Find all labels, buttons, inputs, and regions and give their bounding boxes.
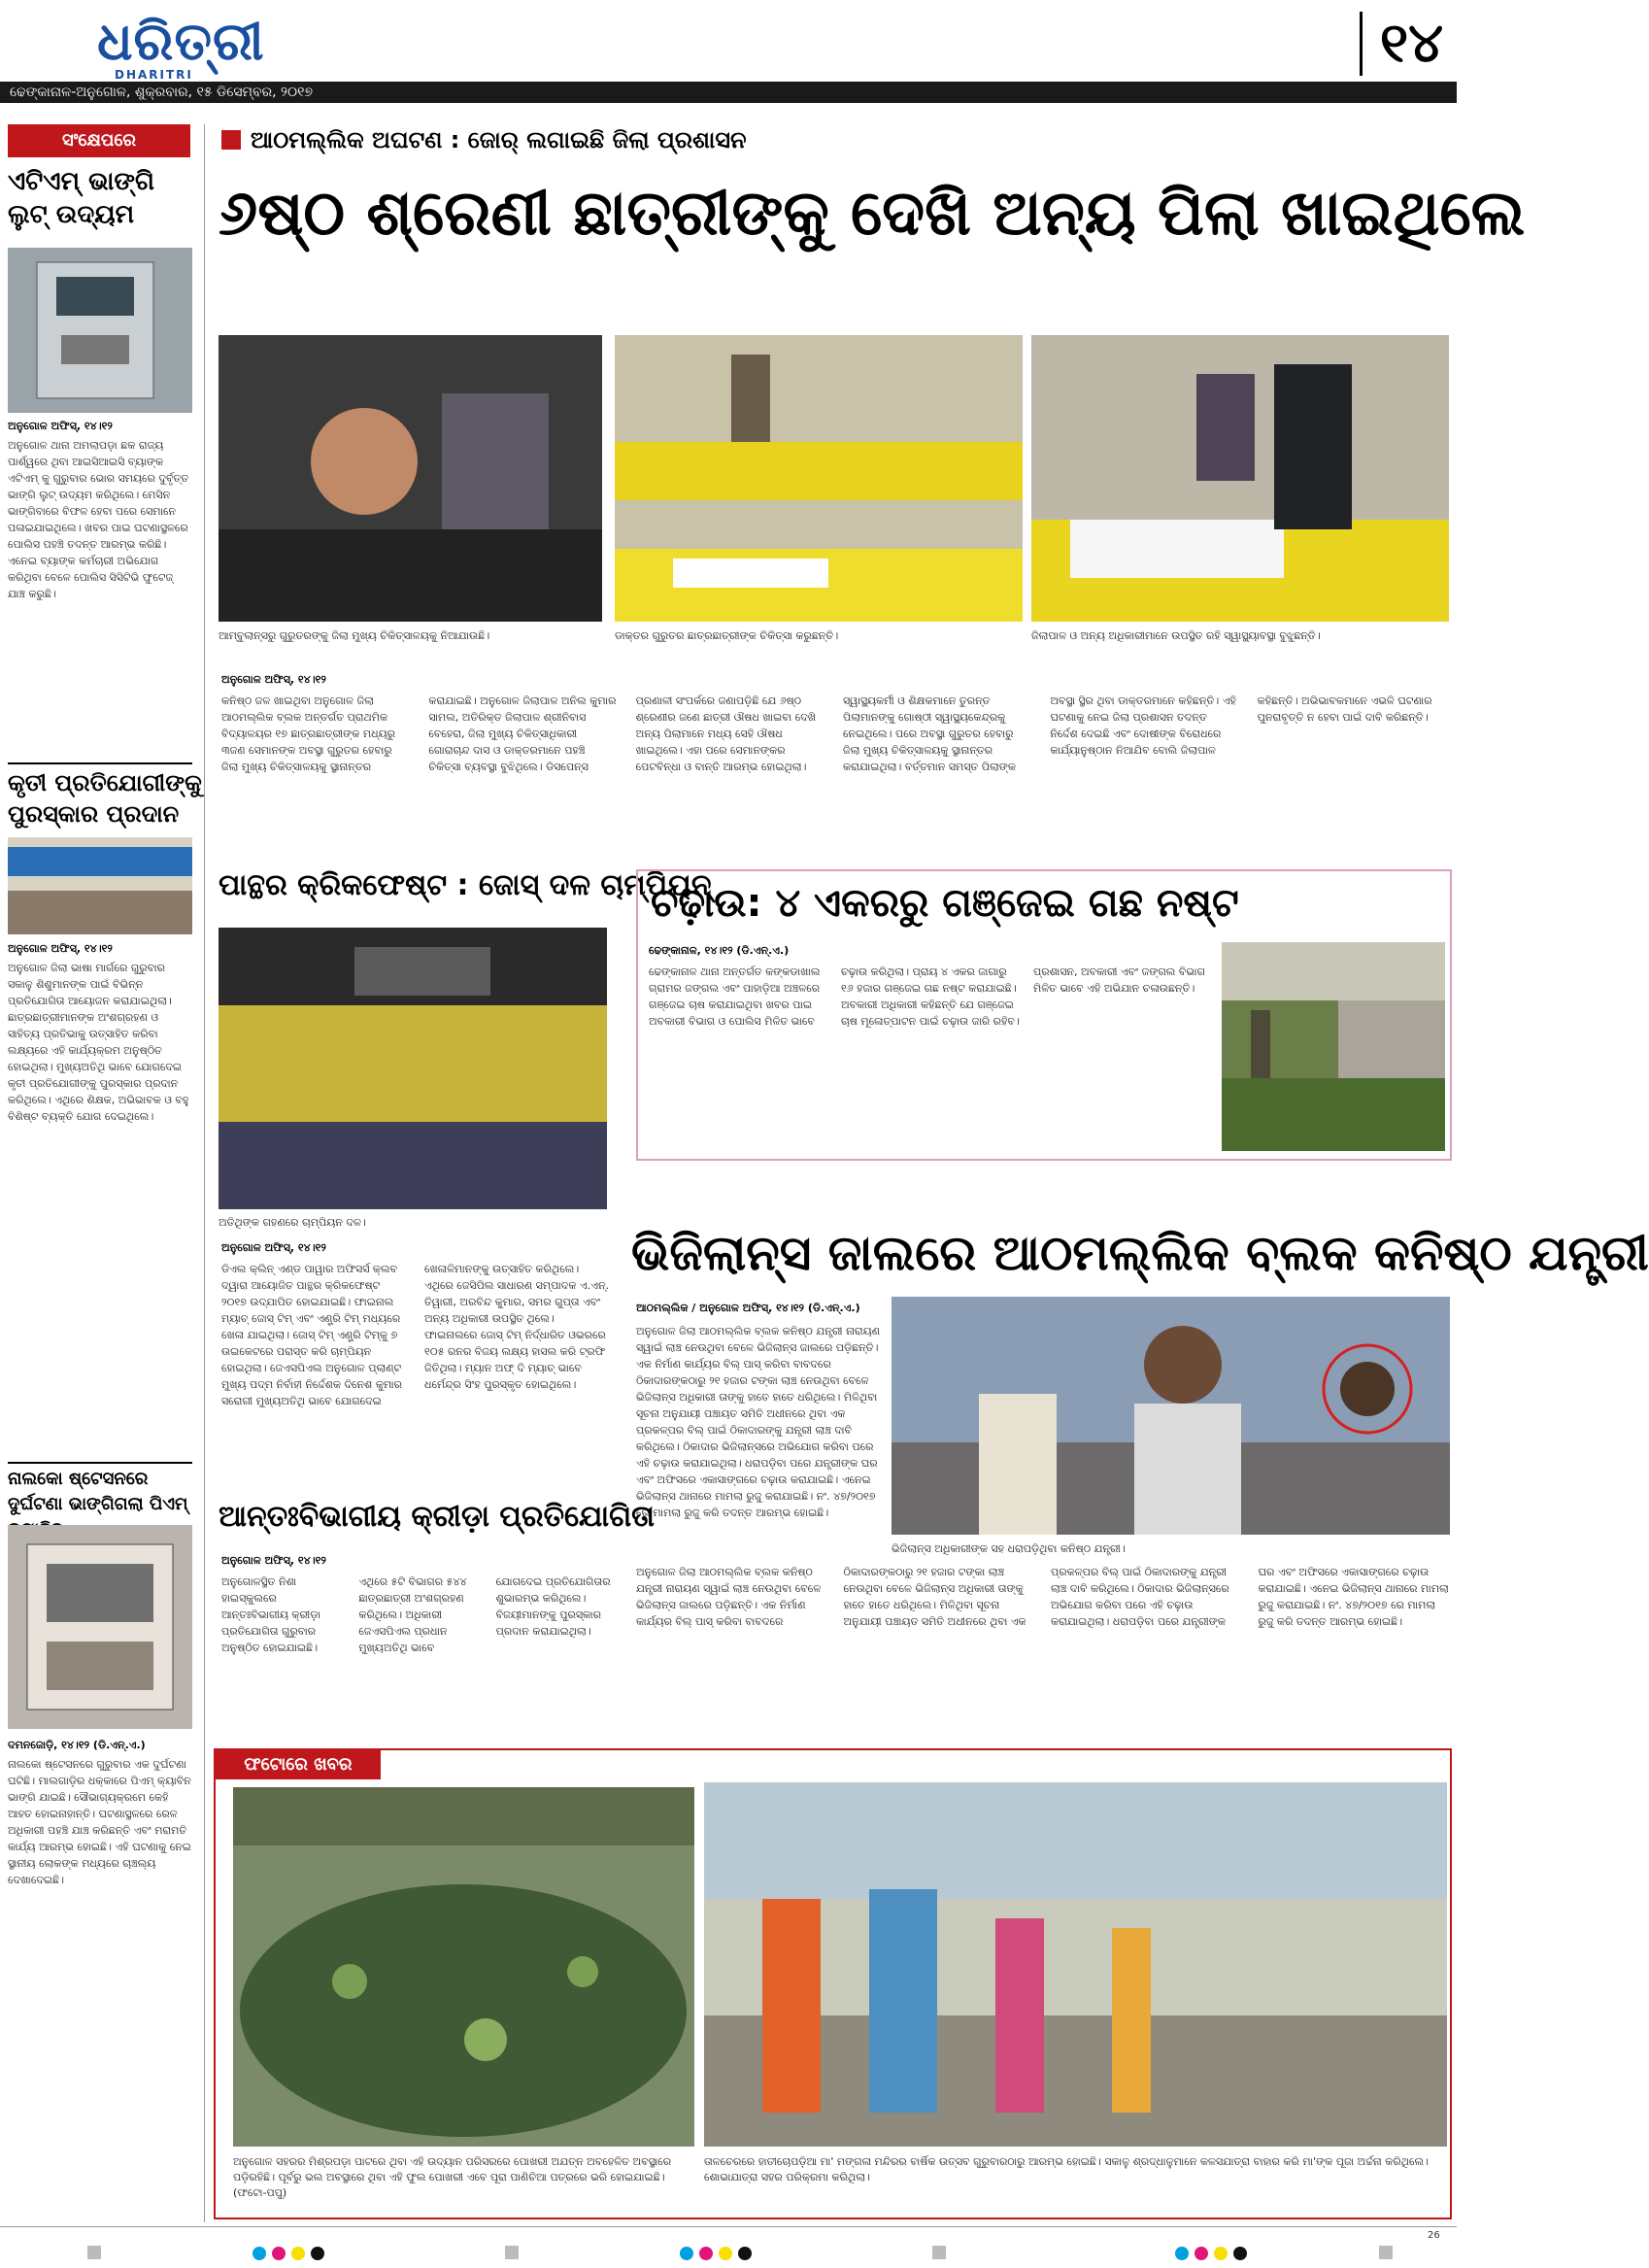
- registration-mark: [1379, 2246, 1393, 2259]
- vigilance-photo: [892, 1297, 1450, 1535]
- cricfest-dateline: ଅନୁଗୋଳ ଅଫିସ୍, ୧୪।୧୨: [221, 1241, 326, 1254]
- registration-mark: [932, 2246, 946, 2259]
- cmyk-swatches: [1175, 2246, 1253, 2264]
- lead-caption-3: ଜିଲାପାଳ ଓ ଅନ୍ୟ ଅଧିକାରୀମାନେ ଉପସ୍ଥିତ ରହି ସ୍ୱାସ୍ଥ୍ୟାବସ୍ଥା ବୁଝୁଛନ୍ତି।: [1031, 629, 1321, 642]
- sidebar-story3-headline: ନାଲକୋ ଷ୍ଟେସନରେ ଦୁର୍ଘଟଣା ଭାଙ୍ଗିଗଲା ପିଏମ୍: [8, 1469, 188, 1514]
- section-label-briefs: ସଂକ୍ଷେପରେ: [8, 124, 190, 157]
- lead-caption-2: ଡାକ୍ତର ଗୁରୁତର ଛାତ୍ରଛାତ୍ରୀଙ୍କ ଚିକିତ୍ସା କରୁଛନ୍ତି।: [615, 629, 839, 642]
- sidebar-story1-headline: ଏଟିଏମ୍ ଭାଙ୍ଗି ଲୁଟ୍ ଉଦ୍ୟମ: [8, 167, 154, 229]
- cmyk-swatches: [252, 2246, 330, 2264]
- vigilance-headline: ଭିଜିଲାନ୍ସ ଜାଲରେ ଆଠମଲ୍ଲିକ ବ୍ଲକ କନିଷ୍ଠ ଯନ୍ତ୍ରୀ: [631, 1225, 1649, 1281]
- divider: [8, 1462, 192, 1464]
- vigilance-caption: ଭିଜିଲାନ୍ସ ଅଧିକାରୀଙ୍କ ସହ ଧରାପଡ଼ିଥିବା କନିଷ୍ଠ ଯନ୍ତ୍ରୀ।: [892, 1542, 1126, 1555]
- sidebar-story2-dateline: ଅନୁଗୋଳ ଅଫିସ୍, ୧୪।୧୨: [8, 942, 113, 955]
- dateline-bar: ଢେଙ୍କାନାଳ-ଅନୁଗୋଳ, ଶୁକ୍ରବାର, ୧୫ ଡିସେମ୍ବର, ୨୦୧୭: [0, 82, 1457, 103]
- sports-dateline: ଅନୁଗୋଳ ଅଫିସ୍, ୧୪।୧୨: [221, 1554, 326, 1567]
- lead-photo-ward: [615, 335, 1023, 622]
- sidebar-story3-body: ନାଲକୋ ଷ୍ଟେସନରେ ଗୁରୁବାର ଏକ ଦୁର୍ଘଟଣା ଘଟିଛି। ମାଲଗାଡ଼ିର ଧକ୍କାରେ ପିଏମ୍ କ୍ୟାବିନ ଭାଙ୍ଗି ଯାଇଛି। ସୌଭାଗ୍ୟକ୍ରମେ କେହି ଆହତ ହୋଇନାହାନ୍ତି। ଘଟଣାସ୍ଥଳରେ ରେଳ ଅଧିକାରୀ ପହଞ୍ଚି ଯାଞ୍ଚ କରିଛନ୍ତି ଏବଂ ମରାମତି କାର୍ଯ୍ୟ ଆରମ୍ଭ ହୋଇଛି। ଏହି ଘଟଣାକୁ ନେଇ ସ୍ଥାନୀୟ ଲୋକଙ୍କ ମଧ୍ୟରେ ଚାଞ୍ଚଲ୍ୟ ଦେଖାଦେଇଛି।: [8, 1758, 191, 1886]
- lead-body: କନିଷ୍ଠ ଜଳ ଖାଇଥିବା ଅନୁଗୋଳ ଜିଲା ଆଠମଲ୍ଲିକ ବ୍ଲକ ଅନ୍ତର୍ଗତ ପ୍ରାଥମିକ ବିଦ୍ୟାଳୟର ୧୭ ଛାତ୍ରଛାତ୍ରୀଙ୍କ ମଧ୍ୟରୁ ୩ଜଣ ସେମାନଙ୍କ ଅବସ୍ଥା ଗୁରୁତର ହେବାରୁ ଜିଲା ମୁଖ୍ୟ ଚିକିତ୍ସାଳୟକୁ ସ୍ଥାନାନ୍ତର କରାଯାଇଛି। ଅନୁଗୋଳ ଜିଲାପାଳ ଅନିଲ କୁମାର ସାମଲ, ଅତିରିକ୍ତ ଜିଲାପାଳ ଶ୍ରୀନିବାସ ବେହେରା, ଜିଲା ମୁଖ୍ୟ ଚିକିତ୍ସାଧିକାରୀ ଗୋରାଚାନ୍ଦ ଦାସ ଓ ଡାକ୍ତରମାନେ ପହଞ୍ଚି ଚିକିତ୍ସା ବ୍ୟବସ୍ଥା ବୁଝିଥିଲେ। ଡିସପେନ୍ସ ପ୍ରଣାଳୀ ସଂପର୍କରେ ଜଣାପଡ଼ିଛି ଯେ ୬ଷ୍ଠ ଶ୍ରେଣୀର ଜଣେ ଛାତ୍ରୀ ଔଷଧ ଖାଇବା ଦେଖି ଅନ୍ୟ ପିଲାମାନେ ମଧ୍ୟ ସେହି ଔଷଧ ଖାଇଥିଲେ। ଏହା ପରେ ସେମାନଙ୍କର ପେଟବିନ୍ଧା ଓ ବାନ୍ତି ଆରମ୍ଭ ହୋଇଥିଲା। ସ୍ୱାସ୍ଥ୍ୟକର୍ମୀ ଓ ଶିକ୍ଷକମାନେ ତୁରନ୍ତ ପିଲାମାନଙ୍କୁ ଗୋଷ୍ଠୀ ସ୍ୱାସ୍ଥ୍ୟକେନ୍ଦ୍ରକୁ ନେଇଥିଲେ। ପରେ ଅବସ୍ଥା ଗୁରୁତର ହେବାରୁ ଜିଲା ମୁଖ୍ୟ ଚିକିତ୍ସାଳୟକୁ ସ୍ଥାନାନ୍ତର କରାଯାଇଥିଲା। ବର୍ତ୍ତମାନ ସମସ୍ତ ପିଲାଙ୍କ ଅବସ୍ଥା ସ୍ଥିର ଥିବା ଡାକ୍ତରମାନେ କହିଛନ୍ତି। ଏହି ଘଟଣାକୁ ନେଇ ଜିଲା ପ୍ରଶାସନ ତଦନ୍ତ ନିର୍ଦ୍ଦେଶ ଦେଇଛି ଏବଂ ଦୋଷୀଙ୍କ ବିରୋଧରେ କାର୍ଯ୍ୟାନୁଷ୍ଠାନ ନିଆଯିବ ବୋଲି ଜିଲାପାଳ କହିଛନ୍ତି। ଅଭିଭାବକମାନେ ଏଭଳି ଘଟଣାର ପୁନରାବୃତ୍ତି ନ ହେବା ପାଇଁ ଦାବି କରିଛନ୍ତି।: [221, 694, 1432, 773]
- registration-mark: [87, 2246, 101, 2259]
- cricfest-caption: ଅତିଥିଙ୍କ ଗହଣରେ ଚାମ୍ପିୟନ ଦଳ।: [219, 1216, 366, 1229]
- atm-photo: [8, 248, 192, 413]
- pond-photo: [233, 1787, 694, 2147]
- photo-news-caption-2: ତାଳଚେରରେ ହାତୀଚୋପଡ଼ିଆ ମା' ମଙ୍ଗଳା ମନ୍ଦିରର ବାର୍ଷିକ ଉତ୍ସବ ଗୁରୁବାରଠାରୁ ଆରମ୍ଭ ହୋଇଛି। ସକାଳୁ ଶ୍ରଦ୍ଧାଳୁମାନେ କଳସଯାତ୍ରା ବାହାର କରି ମା'ଙ୍କ ପୂଜା ଅର୍ଚ୍ଚନା କରିଥିଲେ। ଶୋଭାଯାତ୍ରା ସହର ପରିକ୍ରମା କରିଥିଲା।: [704, 2155, 1429, 2183]
- cannabis-body: ଢେଙ୍କାନାଳ ଥାନା ଅନ୍ତର୍ଗତ କଙ୍କଡାଖାଲ ଗ୍ରାମର ଜଙ୍ଗଲ ଏବଂ ପାହାଡ଼ିଆ ଅଞ୍ଚଳରେ ଗଞ୍ଜେଇ ଚାଷ କରାଯାଇଥିବା ଖବର ପାଇ ଅବକାରୀ ବିଭାଗ ଓ ପୋଲିସ ମିଳିତ ଭାବେ ଚଢ଼ାଉ କରିଥିଲା। ପ୍ରାୟ ୪ ଏକର ଜାଗାରୁ ୧୬ ହଜାର ଗଞ୍ଜେଇ ଗଛ ନଷ୍ଟ କରାଯାଇଛି। ଅବକାରୀ ଅଧିକାରୀ କହିଛନ୍ତି ଯେ ଗଞ୍ଜେଇ ଚାଷ ମୂଳୋତ୍ପାଟନ ପାଇଁ ଚଢ଼ାଉ ଜାରି ରହିବ। ପ୍ରଶାସନ, ଅବକାରୀ ଏବଂ ଜଙ୍ଗଲ ବିଭାଗ ମିଳିତ ଭାବେ ଏହି ଅଭିଯାନ ଚଳାଉଛନ୍ତି।: [649, 965, 1205, 1028]
- footer-rule: [0, 2226, 1457, 2227]
- kicker-square: [221, 130, 241, 150]
- cmyk-swatches: [680, 2246, 757, 2264]
- cannabis-dateline: ଢେଙ୍କାନାଳ, ୧୪।୧୨ (ଡି.ଏନ୍.ଏ.): [649, 944, 790, 957]
- masthead-logo-sub: DHARITRI: [115, 68, 193, 82]
- procession-photo: [704, 1782, 1447, 2147]
- award-photo: [8, 837, 192, 934]
- sidebar-story1-dateline: ଅନୁଗୋଳ ଅଫିସ୍, ୧୪।୧୨: [8, 420, 113, 432]
- lead-caption-1: ଆମ୍ବୁଲାନ୍ସରୁ ଗୁରୁତରଙ୍କୁ ଜିଲା ମୁଖ୍ୟ ଚିକିତ୍ସାଳୟକୁ ନିଆଯାଉଛି।: [219, 629, 490, 642]
- column-rule: [204, 124, 205, 2222]
- registration-mark: [505, 2246, 519, 2259]
- divider: [8, 762, 192, 764]
- page-number: ୧୪: [1360, 12, 1443, 76]
- sidebar-story1-body: ଅନୁଗୋଳ ଥାନା ଅମଲାପଡ଼ା ଛକ ରାଜ୍ୟ ପାର୍ଶ୍ୱରେ ଥିବା ଆଇସିଆଇସି ବ୍ୟାଙ୍କ ଏଟିଏମ୍ କୁ ଗୁରୁବାର ଭୋର ସମୟରେ ଦୁର୍ବୃତ୍ତ ଭାଙ୍ଗି ଲୁଟ୍ ଉଦ୍ୟମ କରିଥିଲେ। ମେସିନ ଭାଙ୍ଗିବାରେ ବିଫଳ ହେବା ପରେ ସେମାନେ ପଳାଇଯାଇଥିଲେ। ଖବର ପାଇ ଘଟଣାସ୍ଥଳରେ ପୋଲିସ ପହଞ୍ଚି ତଦନ୍ତ ଆରମ୍ଭ କରିଛି। ଏନେଇ ବ୍ୟାଙ୍କ କର୍ମଚାରୀ ଅଭିଯୋଗ କରିଥିବା ବେଳେ ପୋଲିସ ସିସିଟିଭି ଫୁଟେଜ୍ ଯାଞ୍ଚ କରୁଛି।: [8, 439, 189, 600]
- sidebar-story2-headline: କୃତୀ ପ୍ରତିଯୋଗୀଙ୍କୁ ପୁରସ୍କାର ପ୍ରଦାନ: [8, 769, 202, 828]
- masthead-logo: ଧରିତ୍ରୀ: [97, 10, 265, 72]
- cannabis-photo: [1222, 942, 1445, 1151]
- lead-headline: ୬ଷ୍ଠ ଶ୍ରେଣୀ ଛାତ୍ରୀଙ୍କୁ ଦେଖି ଅନ୍ୟ ପିଲା ଖାଇଥିଲେ: [219, 178, 1526, 250]
- vigilance-body-cont: ଅନୁଗୋଳ ଜିଲା ଆଠମଲ୍ଲିକ ବ୍ଲକ କନିଷ୍ଠ ଯନ୍ତ୍ରୀ ନାରାୟଣ ସ୍ୱାଇଁ ଲାଞ୍ଚ ନେଉଥିବା ବେଳେ ଭିଜିଲାନ୍ସ ଜାଲରେ ପଡ଼ିଛନ୍ତି। ଏକ ନିର୍ମାଣ କାର୍ଯ୍ୟର ବିଲ୍ ପାସ୍ କରିବା ବାବଦରେ ଠିକାଦାରଙ୍କଠାରୁ ୨୧ ହଜାର ଟଙ୍କା ଲାଞ୍ଚ ନେଉଥିବା ବେଳେ ଭିଜିଲାନ୍ସ ଅଧିକାରୀ ତାଙ୍କୁ ହାତେ ହାତେ ଧରିଥିଲେ। ମିଳିଥିବା ସୂଚନା ଅନୁଯାୟୀ ପଞ୍ଚାୟତ ସମିତି ଅଧୀନରେ ଥିବା ଏକ ପ୍ରକଳ୍ପର ବିଲ୍ ପାଇଁ ଠିକାଦାରଙ୍କୁ ଯନ୍ତ୍ରୀ ଲାଞ୍ଚ ଦାବି କରିଥିଲେ। ଠିକାଦାର ଭିଜିଲାନ୍ସରେ ଅଭିଯୋଗ କରିବା ପରେ ଏହି ଚଢ଼ାଉ କରାଯାଇଥିଲା। ଧରାପଡ଼ିବା ପରେ ଯନ୍ତ୍ରୀଙ୍କ ଘର ଏବଂ ଅଫିସରେ ଏକାସାଙ୍ଗରେ ଚଢ଼ାଉ କରାଯାଇଛି। ଏନେଇ ଭିଜିଲାନ୍ସ ଥାନାରେ ମାମଲା ରୁଜୁ କରାଯାଇଛି। ନଂ. ୪୭/୨୦୧୭ ରେ ମାମଲା ରୁଜୁ କରି ତଦନ୍ତ ଆରମ୍ଭ ହୋଇଛି।: [636, 1566, 1449, 1628]
- sidebar-story2-body: ଅନୁଗୋଳ ଜିଲା ଭାଷା ମାର୍ଗରେ ଗୁରୁବାର ସକାଳୁ ଶିଶୁମାନଙ୍କ ପାଇଁ ବିଭିନ୍ନ ପ୍ରତିଯୋଗିତା ଆୟୋଜନ କରାଯାଇଥିଲା। ଛାତ୍ରଛାତ୍ରୀମାନଙ୍କ ଅଂଶଗ୍ରହଣ ଓ ସାହିତ୍ୟ ପ୍ରତିଭାକୁ ଉତ୍ସାହିତ କରିବା ଲକ୍ଷ୍ୟରେ ଏହି କାର୍ଯ୍ୟକ୍ରମ ଅନୁଷ୍ଠିତ ହୋଇଥିଲା। ମୁଖ୍ୟଅତିଥି ଭାବେ ଯୋଗଦେଇ କୃତୀ ପ୍ରତିଯୋଗୀଙ୍କୁ ପୁରସ୍କାର ପ୍ରଦାନ କରିଥିଲେ। ଏଥିରେ ଶିକ୍ଷକ, ଅଭିଭାବକ ଓ ବହୁ ବିଶିଷ୍ଟ ବ୍ୟକ୍ତି ଯୋଗ ଦେଇଥିଲେ।: [8, 962, 189, 1123]
- lead-photo-officials: [1031, 335, 1449, 622]
- page-reference: 26: [1428, 2230, 1440, 2241]
- vigilance-body: ଅନୁଗୋଳ ଜିଲା ଆଠମଲ୍ଲିକ ବ୍ଲକ କନିଷ୍ଠ ଯନ୍ତ୍ରୀ ନାରାୟଣ ସ୍ୱାଇଁ ଲାଞ୍ଚ ନେଉଥିବା ବେଳେ ଭିଜିଲାନ୍ସ ଜାଲରେ ପଡ଼ିଛନ୍ତି। ଏକ ନିର୍ମାଣ କାର୍ଯ୍ୟର ବିଲ୍ ପାସ୍ କରିବା ବାବଦରେ ଠିକାଦାରଙ୍କଠାରୁ ୨୧ ହଜାର ଟଙ୍କା ଲାଞ୍ଚ ନେଉଥିବା ବେଳେ ଭିଜିଲାନ୍ସ ଅଧିକାରୀ ତାଙ୍କୁ ହାତେ ହାତେ ଧରିଥିଲେ। ମିଳିଥିବା ସୂଚନା ଅନୁଯାୟୀ ପଞ୍ଚାୟତ ସମିତି ଅଧୀନରେ ଥିବା ଏକ ପ୍ରକଳ୍ପର ବିଲ୍ ପାଇଁ ଠିକାଦାରଙ୍କୁ ଯନ୍ତ୍ରୀ ଲାଞ୍ଚ ଦାବି କରିଥିଲେ। ଠିକାଦାର ଭିଜିଲାନ୍ସରେ ଅଭିଯୋଗ କରିବା ପରେ ଏହି ଚଢ଼ାଉ କରାଯାଇଥିଲା। ଧରାପଡ଼ିବା ପରେ ଯନ୍ତ୍ରୀଙ୍କ ଘର ଏବଂ ଅଫିସରେ ଏକାସାଙ୍ଗରେ ଚଢ଼ାଉ କରାଯାଇଛି। ଏନେଇ ଭିଜିଲାନ୍ସ ଥାନାରେ ମାମଲା ରୁଜୁ କରାଯାଇଛି। ନଂ. ୪୭/୨୦୧୭ ରେ ମାମଲା ରୁଜୁ କରି ତଦନ୍ତ ଆରମ୍ଭ ହୋଇଛି।: [636, 1325, 881, 1519]
- lead-photo-ambulance: [219, 335, 602, 622]
- cricfest-photo: [219, 928, 607, 1209]
- photo-news-caption-1: ଅନୁଗୋଳ ସହରର ମିଶ୍ରପଡ଼ା ପାଟରେ ଥିବା ଏହି ଉଦ୍ୟାନ ପରିସରରେ ପୋଖରୀ ଅଯତ୍ନ ଅବହେଳିତ ଅବସ୍ଥାରେ ପଡ଼ିରହିଛି। ପୂର୍ବରୁ ଭଲ ଅବସ୍ଥାରେ ଥିବା ଏହି ଫୁଲ ପୋଖରୀ ଏବେ ପୂରା ପାଣିଚିଆ ପତ୍ରରେ ଭରି ହୋଇଯାଇଛି। (ଫଟୋ-ପପୁ): [233, 2155, 672, 2199]
- cannabis-headline: ଚଢ଼ାଉ: ୪ ଏକରରୁ ଗଞ୍ଜେଇ ଗଛ ନଷ୍ଟ: [651, 881, 1239, 926]
- cricfest-headline: ପାନ୍ଥର କ୍ରିକଫେଷ୍ଟ : ଜୋସ୍ ଦଳ ଚାମ୍ପିୟନ୍: [219, 868, 712, 902]
- sports-body: ଅନୁଗୋଳସ୍ଥିତ ନିଶା ହାଇସ୍କୁଲରେ ଆନ୍ତଃବିଭାଗୀୟ କ୍ରୀଡ଼ା ପ୍ରତିଯୋଗିତା ଗୁରୁବାର ଅନୁଷ୍ଠିତ ହୋଇଯାଇଛି। ଏଥିରେ ୫ଟି ବିଭାଗର ୫୪୪ ଛାତ୍ରଛାତ୍ରୀ ଅଂଶଗ୍ରହଣ କରିଥିଲେ। ଅଧିକାରୀ ଜେଏସପିଏଲ ପ୍ରଧାନ ମୁଖ୍ୟଅତିଥି ଭାବେ ଯୋଗଦେଇ ପ୍ରତିଯୋଗିତାର ଶୁଭାରମ୍ଭ କରିଥିଲେ। ବିଜୟୀମାନଙ୍କୁ ପୁରସ୍କାର ପ୍ରଦାନ କରାଯାଇଥିଲା।: [221, 1575, 611, 1654]
- photo-news-label: ଫଟୋରେ ଖବର: [216, 1750, 381, 1779]
- lead-dateline: ଅନୁଗୋଳ ଅଫିସ୍, ୧୪।୧୨: [221, 673, 326, 686]
- lead-kicker: ଆଠମଲ୍ଲିକ ଅଘଟଣ : ଜୋର୍ ଲଗାଇଛି ଜିଲା ପ୍ରଶାସନ: [251, 126, 747, 153]
- vigilance-dateline: ଆଠମଲ୍ଲିକ / ଅନୁଗୋଳ ଅଫିସ୍, ୧୪।୧୨ (ଡି.ଏନ୍.ଏ.): [636, 1302, 860, 1314]
- sports-headline: ଆନ୍ତଃବିଭାଗୀୟ କ୍ରୀଡ଼ା ପ୍ରତିଯୋଗିତା: [219, 1500, 655, 1534]
- cricfest-body: ଡିଏଲ କ୍ଲିନ୍ ଏଣ୍ଡ ପାୱାର ଅଫିସର୍ସ କ୍ଲବ ଦ୍ୱାରା ଆୟୋଜିତ ପାନ୍ଥର କ୍ରିକଫେଷ୍ଟ ୨୦୧୭ ଉଦ୍‌ଯାପିତ ହୋଇଯାଇଛି। ଫାଇନାଲ ମ୍ୟାଚ୍ ଜୋସ୍ ଟିମ୍ ଏବଂ ଏଣ୍ଟ୍ରି ଟିମ୍ ମଧ୍ୟରେ ଖେଳା ଯାଇଥିଲା। ଜୋସ୍ ଟିମ୍ ଏଣ୍ଟ୍ରି ଟିମ୍କୁ ୭ ଉଇକେଟରେ ପରାସ୍ତ କରି ଚାମ୍ପିୟନ ହୋଇଥିଲା। ଜେଏସପିଏଲ ଅନୁଗୋଳ ପ୍ଲାଣ୍ଟ ମୁଖ୍ୟ ପଦ୍ମ ନିର୍ବାହୀ ନିର୍ଦ୍ଦେଶକ ଦିନେଶ କୁମାର ସରୋଗୀ ମୁଖ୍ୟଅତିଥି ଭାବେ ଯୋଗଦେଇ ଖେଳାଳିମାନଙ୍କୁ ଉତ୍ସାହିତ କରିଥିଲେ। ଏଥିରେ ଜେସିପିଲ ସାଧାରଣ ସମ୍ପାଦକ ଏ.ଏନ୍. ତିୱାରୀ, ଅରବିନ୍ଦ କୁମାର, ସମର ଗୁପ୍ତା ଏବଂ ଅନ୍ୟ ଅଧିକାରୀ ଉପସ୍ଥିତ ଥିଲେ। ଫାଇନାଲରେ ଜୋସ୍ ଟିମ୍ ନିର୍ଦ୍ଧାରିତ ଓଭରରେ ୧୦୫ ରନର ବିଜୟ ଲକ୍ଷ୍ୟ ହାସଲ କରି ଟ୍ରଫି ଜିତିଥିଲା। ମ୍ୟାନ ଅଫ୍ ଦି ମ୍ୟାଚ୍ ଭାବେ ଧର୍ମେନ୍ଦ୍ର ସିଂହ ପୁରସ୍କୃତ ହୋଇଥିଲେ।: [221, 1263, 610, 1407]
- cabin-photo: [8, 1525, 192, 1729]
- sidebar-story3-dateline: ଦମନଜୋଡ଼ି, ୧୪।୧୨ (ଡି.ଏନ୍.ଏ.): [8, 1739, 146, 1751]
